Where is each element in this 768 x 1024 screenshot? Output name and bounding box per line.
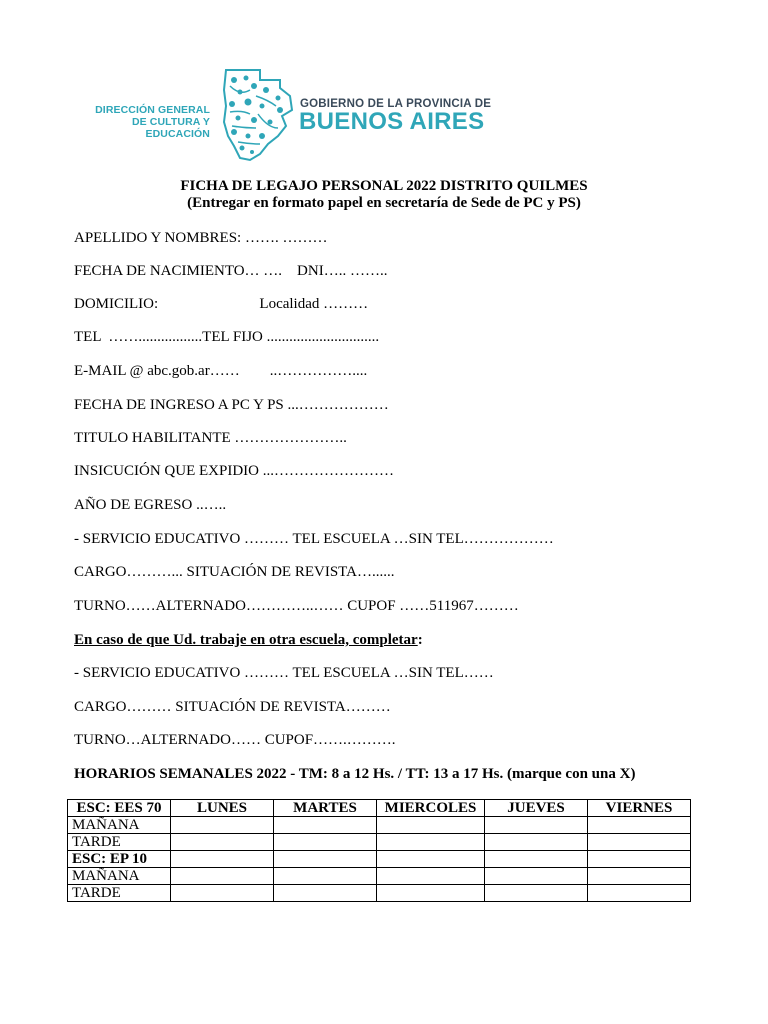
schedule-cell[interactable] <box>171 834 274 851</box>
buenos-aires-logo-text: BUENOS AIRES <box>299 108 485 135</box>
header-cell-martes: MARTES <box>274 800 377 817</box>
schedule-heading: HORARIOS SEMANALES 2022 - TM: 8 a 12 Hs. / TT: 13 a 17 Hs. (marque con una X) <box>74 766 636 782</box>
schedule-cell[interactable] <box>485 834 588 851</box>
row-label: TARDE <box>68 834 171 851</box>
document-subtitle: (Entregar en formato papel en secretaría de Sede de PC y PS) <box>187 195 581 211</box>
field-cargo: CARGO………... SITUACIÓN DE REVISTA…...... <box>74 564 395 580</box>
header-cell-viernes: VIERNES <box>588 800 691 817</box>
schedule-cell[interactable] <box>377 834 485 851</box>
row-label: MAÑANA <box>68 817 171 834</box>
schedule-cell[interactable] <box>588 817 691 834</box>
other-field-turno: TURNO…ALTERNADO…… CUPOF…….………. <box>74 732 396 748</box>
schedule-cell[interactable] <box>377 817 485 834</box>
header-cell-school: ESC: EES 70 <box>68 800 171 817</box>
document-title: FICHA DE LEGAJO PERSONAL 2022 DISTRITO QUILMES <box>180 178 588 194</box>
schedule-cell[interactable] <box>171 817 274 834</box>
schedule-cell[interactable] <box>588 868 691 885</box>
schedule-table <box>67 799 691 902</box>
row-label: MAÑANA <box>68 868 171 885</box>
table-row <box>68 834 691 851</box>
other-school-heading-text: En caso de que Ud. trabaje en otra escuela, completar <box>74 632 418 648</box>
field-servicio-educativo: - SERVICIO EDUCATIVO ……… TEL ESCUELA …SIN TEL……………… <box>74 531 554 547</box>
schedule-cell[interactable] <box>485 851 588 868</box>
other-field-servicio-educativo: - SERVICIO EDUCATIVO ……… TEL ESCUELA …SIN TEL…… <box>74 665 494 681</box>
logo-line-1: DIRECCIÓN GENERAL <box>95 104 210 116</box>
other-field-cargo: CARGO……… SITUACIÓN DE REVISTA……… <box>74 699 391 715</box>
schedule-cell[interactable] <box>377 868 485 885</box>
table-row <box>68 851 691 868</box>
schedule-cell[interactable] <box>171 851 274 868</box>
schedule-cell[interactable] <box>274 851 377 868</box>
field-institucion: INSICUCIÓN QUE EXPIDIO ...…………………… <box>74 463 394 479</box>
table-row <box>68 868 691 885</box>
buenos-aires-map-logo <box>220 66 296 162</box>
logo-line-2: DE CULTURA Y EDUCACIÓN <box>131 116 210 140</box>
schedule-header-row <box>68 800 691 817</box>
field-telefono: TEL …….................TEL FIJO .............................. <box>74 329 380 345</box>
field-email: E-MAIL @ abc.gob.ar…… ..…………….... <box>74 363 368 379</box>
schedule-cell[interactable] <box>274 868 377 885</box>
schedule-cell[interactable] <box>274 817 377 834</box>
field-ano-egreso: AÑO DE EGRESO ..….. <box>74 497 227 513</box>
header-cell-miercoles: MIERCOLES <box>377 800 485 817</box>
field-turno: TURNO……ALTERNADO…………..…… CUPOF ……511967……… <box>74 598 519 614</box>
schedule-cell[interactable] <box>171 885 274 902</box>
schedule-cell[interactable] <box>377 851 485 868</box>
schedule-cell[interactable] <box>588 885 691 902</box>
field-apellido-nombres: APELLIDO Y NOMBRES: ……. ……… <box>74 230 328 246</box>
schedule-cell[interactable] <box>485 868 588 885</box>
schedule-cell[interactable] <box>485 817 588 834</box>
row-label: TARDE <box>68 885 171 902</box>
other-school-heading-colon: : <box>417 632 423 648</box>
table-row <box>68 817 691 834</box>
field-titulo: TITULO HABILITANTE ………………….. <box>74 430 347 446</box>
schedule-cell[interactable] <box>588 851 691 868</box>
field-domicilio: DOMICILIO: Localidad ……… <box>74 296 369 312</box>
schedule-cell[interactable] <box>485 885 588 902</box>
row-label-school: ESC: EP 10 <box>68 851 171 868</box>
schedule-cell[interactable] <box>377 885 485 902</box>
schedule-cell[interactable] <box>274 885 377 902</box>
schedule-cell[interactable] <box>171 868 274 885</box>
table-row <box>68 885 691 902</box>
schedule-cell[interactable] <box>274 834 377 851</box>
other-school-heading <box>74 632 423 649</box>
direccion-general-logo-text <box>72 104 210 140</box>
field-fecha-nacimiento: FECHA DE NACIMIENTO… …. DNI….. …….. <box>74 263 388 279</box>
schedule-cell[interactable] <box>588 834 691 851</box>
gobierno-logo-text: GOBIERNO DE LA PROVINCIA DE <box>300 98 492 110</box>
header-cell-jueves: JUEVES <box>485 800 588 817</box>
field-fecha-ingreso: FECHA DE INGRESO A PC Y PS ...……………… <box>74 397 389 413</box>
header-cell-lunes: LUNES <box>171 800 274 817</box>
